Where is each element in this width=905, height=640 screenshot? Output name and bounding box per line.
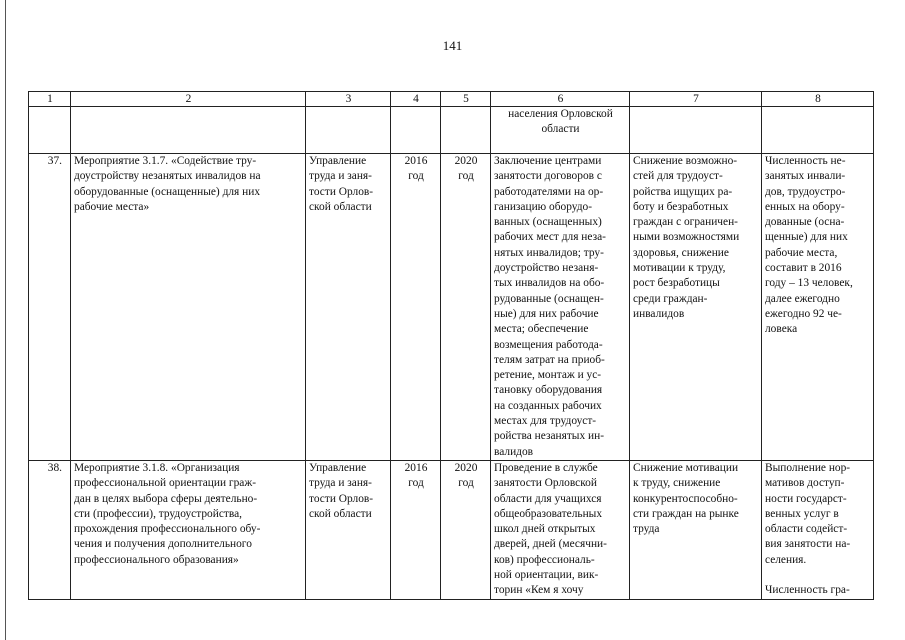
cell-row-number: 38.: [29, 460, 71, 599]
header-col-1: 1: [29, 92, 71, 107]
cell-empty: [306, 107, 391, 154]
header-col-3: 3: [306, 92, 391, 107]
cell-empty: [441, 107, 491, 154]
program-activities-table: [28, 91, 874, 600]
cell-content: Заключение центрами занятости договоров с работодателями на ор- ганизацию оборудо- ванных (оснащенных) рабочих мест для неза- нятых инвалидов; тру- доустройство незаня- тых инвалидов на обо- рудованные (оснащен- ные) для них рабочие места; обеспечение возмещения работода- телям затрат на приоб- ретение, монтаж и ус- тановку оборудования на созданных рабочих местах для трудоуст- ройства незанятых ин- валидов: [491, 154, 630, 461]
cell-risks: Снижение мотивации к труду, снижение конкурентоспособно- сти граждан на рынке труда: [630, 460, 762, 599]
cell-continued-content: населения Орловской области: [491, 107, 630, 154]
cell-content: Проведение в службе занятости Орловской области для учащихся общеобразовательных школ дней открытых дверей, дней (месячни- ков) профессиональ- ной ориентации, вик- торин «Кем я хочу: [491, 460, 630, 599]
cell-activity: Мероприятие 3.1.7. «Содействие тру- доустройству незанятых инвалидов на оборудованные (оснащенные) для них рабочие места»: [71, 154, 306, 461]
cell-end-year: 2020 год: [441, 460, 491, 599]
header-col-7: 7: [630, 92, 762, 107]
cell-empty: [630, 107, 762, 154]
cell-row-number: 37.: [29, 154, 71, 461]
header-col-2: 2: [71, 92, 306, 107]
cell-indicators: Численность не- занятых инвали- дов, трудоустро- енных на обору- дованные (осна- щенные) для них рабочие места, составит в 2016 году – 13 человек, далее ежегодно ежегодно 92 че- ловека: [762, 154, 874, 461]
indicator-paragraph-1: Выполнение нор- мативов доступ- ности государст- венных услуг в области содейст- вия занятости на- селения.: [765, 461, 851, 566]
paragraph-gap: [765, 568, 871, 583]
cell-start-year: 2016 год: [391, 154, 441, 461]
table-row: [29, 460, 874, 599]
cell-executor: Управление труда и заня- тости Орлов- ской области: [306, 460, 391, 599]
header-col-8: 8: [762, 92, 874, 107]
cell-activity: Мероприятие 3.1.8. «Организация профессиональной ориентации граж- дан в целях выбора сферы деятельно- сти (профессии), трудоустройства, прохождения профессионального обу- чения и получения дополнительного профессионального образования»: [71, 460, 306, 599]
table-header-row: [29, 92, 874, 107]
cell-empty: [762, 107, 874, 154]
cell-indicators: [762, 460, 874, 599]
cell-empty: [29, 107, 71, 154]
cell-executor: Управление труда и заня- тости Орлов- ской области: [306, 154, 391, 461]
table-row-continuation: [29, 107, 874, 154]
cell-empty: [391, 107, 441, 154]
cell-empty: [71, 107, 306, 154]
page-left-margin-rule: [5, 0, 6, 640]
cell-end-year: 2020 год: [441, 154, 491, 461]
header-col-4: 4: [391, 92, 441, 107]
cell-start-year: 2016 год: [391, 460, 441, 599]
page-number: 141: [442, 38, 463, 53]
table-row: [29, 154, 874, 461]
header-col-5: 5: [441, 92, 491, 107]
header-col-6: 6: [491, 92, 630, 107]
indicator-paragraph-2: Численность гра-: [765, 584, 850, 597]
cell-risks: Снижение возможно- стей для трудоуст- ройства ищущих ра- боту и безработных граждан с ограничен- ными возможностями здоровья, снижение мотивации к труду, рост безработицы среди граждан- инвалидов: [630, 154, 762, 461]
